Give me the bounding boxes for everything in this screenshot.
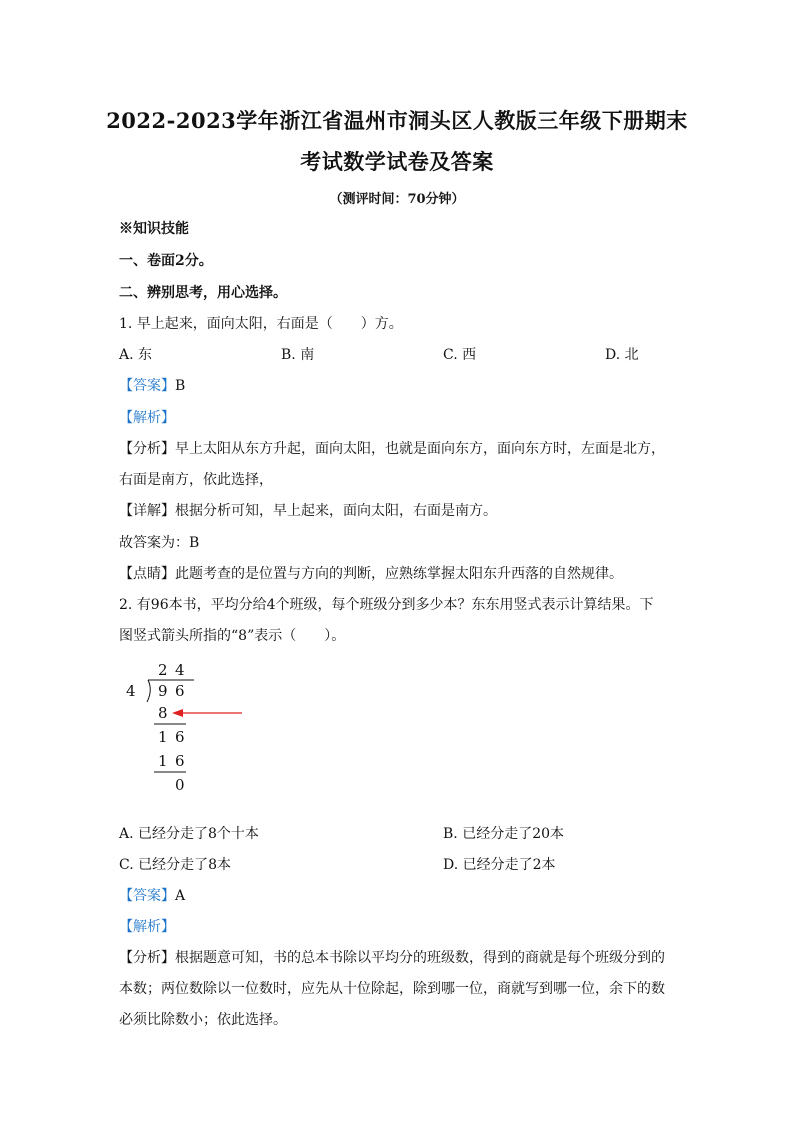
q1-option-a: A. 东: [119, 347, 153, 363]
q2-stem-line-2: 图竖式箭头所指的“8”表示（ ）。: [119, 628, 346, 644]
q1-option-b: B. 南: [281, 347, 315, 363]
answer-tag: 【答案】: [119, 378, 175, 394]
q1-answer-value: B: [175, 378, 186, 394]
section-header: ※知识技能: [119, 221, 189, 237]
part-2-heading: 二、辨别思考，用心选择。: [119, 285, 287, 301]
q1-answer: [119, 375, 185, 395]
divisor: 4: [126, 682, 136, 700]
q2-stem-line-1: 2. 有96本书，平均分给4个班级，每个班级分到多少本？东东用竖式表示计算结果。下: [119, 597, 654, 613]
dianjing-tag: 【点睛】: [119, 566, 175, 582]
q2-fenxi-line-2: 本数；两位数除以一位数时，应先从十位除起，除到哪一位，商就写到哪一位，余下的数: [119, 981, 665, 997]
quotient-digit-tens: 2: [158, 661, 168, 679]
step-1-product: 8: [158, 704, 168, 722]
q1-fenxi-line-1: [119, 438, 665, 458]
q1-conclusion: 故答案为：B: [119, 535, 200, 551]
dividend-digit-tens: 9: [158, 682, 168, 700]
remainder: 0: [175, 776, 185, 794]
q2-option-c: C. 已经分走了8本: [119, 857, 232, 873]
q2-fenxi-line-3: 必须比除数小；依此选择。: [119, 1012, 287, 1028]
q2-fenxi-line-1: [119, 947, 665, 967]
q1-option-d: D. 北: [605, 347, 639, 363]
long-division-figure: [110, 655, 260, 800]
step-3-ones: 6: [175, 752, 185, 770]
q1-xiangjie-text: 根据分析可知，早上起来，面向太阳，右面是南方。: [175, 503, 497, 519]
q2-answer-value: A: [175, 888, 186, 904]
xiangjie-tag: 【详解】: [119, 503, 175, 519]
q1-fenxi-line-2: 右面是南方，依此选择，: [119, 472, 273, 488]
q1-dianjing: [119, 563, 623, 583]
step-3-tens: 1: [158, 752, 168, 770]
division-bracket: [147, 680, 150, 702]
q2-answer: [119, 885, 185, 905]
step-2-ones: 6: [175, 728, 185, 746]
document-title-line-1: 2022-2023学年浙江省温州市洞头区人教版三年级下册期末: [106, 108, 688, 133]
fenxi-tag: 【分析】: [119, 950, 175, 966]
part-1-heading: 一、卷面2分。: [119, 253, 213, 269]
q2-fenxi-text-1: 根据题意可知，书的总本书除以平均分的班级数，得到的商就是每个班级分到的: [175, 950, 665, 966]
q2-analysis-tag: 【解析】: [119, 919, 175, 935]
q2-option-a: A. 已经分走了8个十本: [119, 826, 259, 842]
q1-option-c: C. 西: [443, 347, 477, 363]
fenxi-tag: 【分析】: [119, 441, 175, 457]
q1-analysis-tag: 【解析】: [119, 410, 175, 426]
q1-fenxi-text-1: 早上太阳从东方升起，面向太阳，也就是面向东方，面向东方时，左面是北方，: [175, 441, 665, 457]
q2-option-d: D. 已经分走了2本: [443, 857, 556, 873]
q2-option-b: B. 已经分走了20本: [443, 826, 565, 842]
pointer-arrowhead: [172, 709, 183, 717]
answer-tag: 【答案】: [119, 888, 175, 904]
q1-stem: 1. 早上起来，面向太阳，右面是（ ）方。: [119, 316, 403, 332]
q1-dianjing-text: 此题考查的是位置与方向的判断，应熟练掌握太阳东升西落的自然规律。: [175, 566, 623, 582]
document-title-line-2: 考试数学试卷及答案: [300, 149, 494, 174]
q1-xiangjie: [119, 500, 497, 520]
quotient-digit-ones: 4: [175, 661, 185, 679]
dividend-digit-ones: 6: [175, 682, 185, 700]
test-duration: （测评时间：70分钟）: [329, 192, 465, 207]
step-2-tens: 1: [158, 728, 168, 746]
